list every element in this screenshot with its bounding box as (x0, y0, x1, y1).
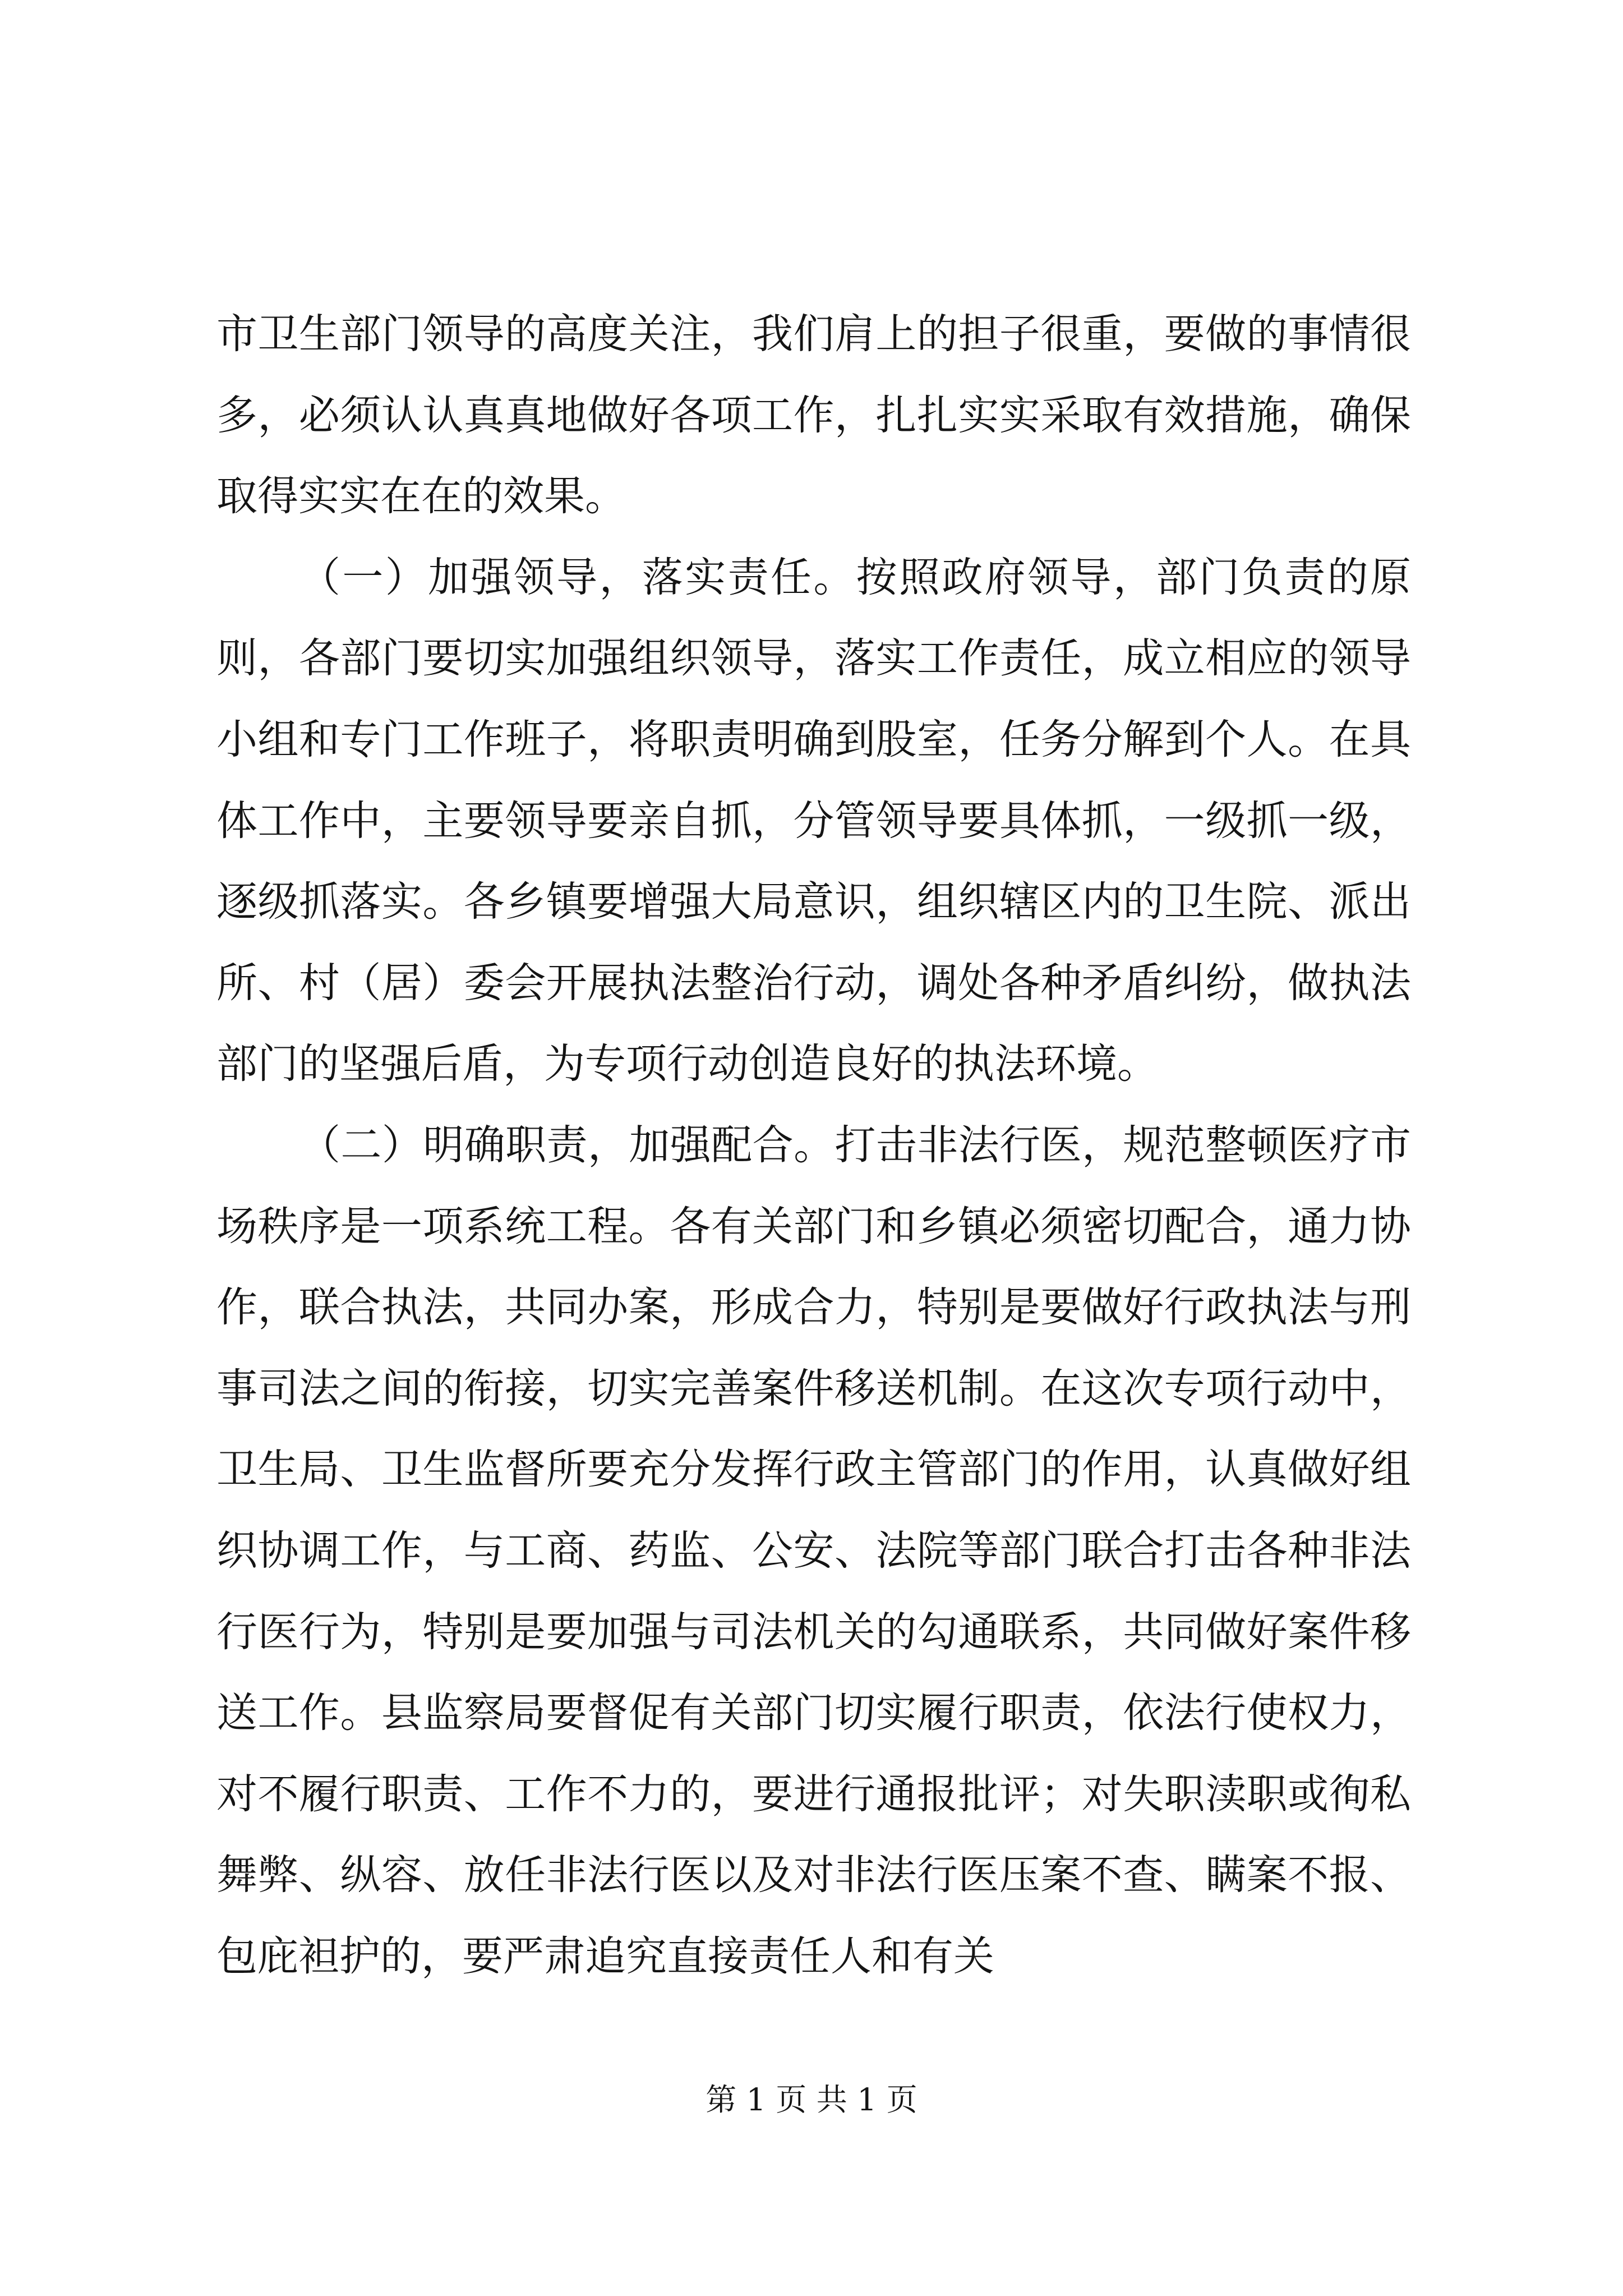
page-footer: 第 1 页 共 1 页 (706, 2082, 917, 2118)
paragraph-section-two: （二）明确职责，加强配合。打击非法行医，规范整顿医疗市场秩序是一项系统工程。各有关部门和乡镇必须密切配合，通力协作，联合执法，共同办案，形成合力，特别是要做好行政执法与刑事司法之间的衔接，切实完善案件移送机制。在这次专项行动中，卫生局、卫生监督所要充分发挥行政主管部门的作用，认真做好组织协调工作，与工商、药监、公安、法院等部门联合打击各种非法行医行为，特别是要加强与司法机关的勾通联系，共同做好案件移送工作。县监察局要督促有关部门切实履行职责，依法行使权力，对不履行职责、工作不力的，要进行通报批评；对失职渎职或徇私舞弊、纵容、放任非法行医以及对非法行医压案不查、瞒案不报、包庇袒护的，要严肃追究直接责任人和有关 (216, 1121, 1411, 1980)
document-body (216, 294, 1411, 1997)
paragraph-continuation: 市卫生部门领导的高度关注，我们肩上的担子很重，要做的事情很多，必须认认真真地做好各项工作，扎扎实实采取有效措施，确保取得实实在在的效果。 (216, 310, 1411, 521)
paragraph-section-one: （一）加强领导，落实责任。按照政府领导，部门负责的原则，各部门要切实加强组织领导，落实工作责任，成立相应的领导小组和专门工作班子，将职责明确到股室，任务分解到个人。在具体工作中，主要领导要亲自抓，分管领导要具体抓，一级抓一级，逐级抓落实。各乡镇要增强大局意识，组织辖区内的卫生院、派出所、村（居）委会开展执法整治行动，调处各种矛盾纠纷，做执法部门的坚强后盾，为专项行动创造良好的执法环境。 (216, 553, 1411, 1088)
